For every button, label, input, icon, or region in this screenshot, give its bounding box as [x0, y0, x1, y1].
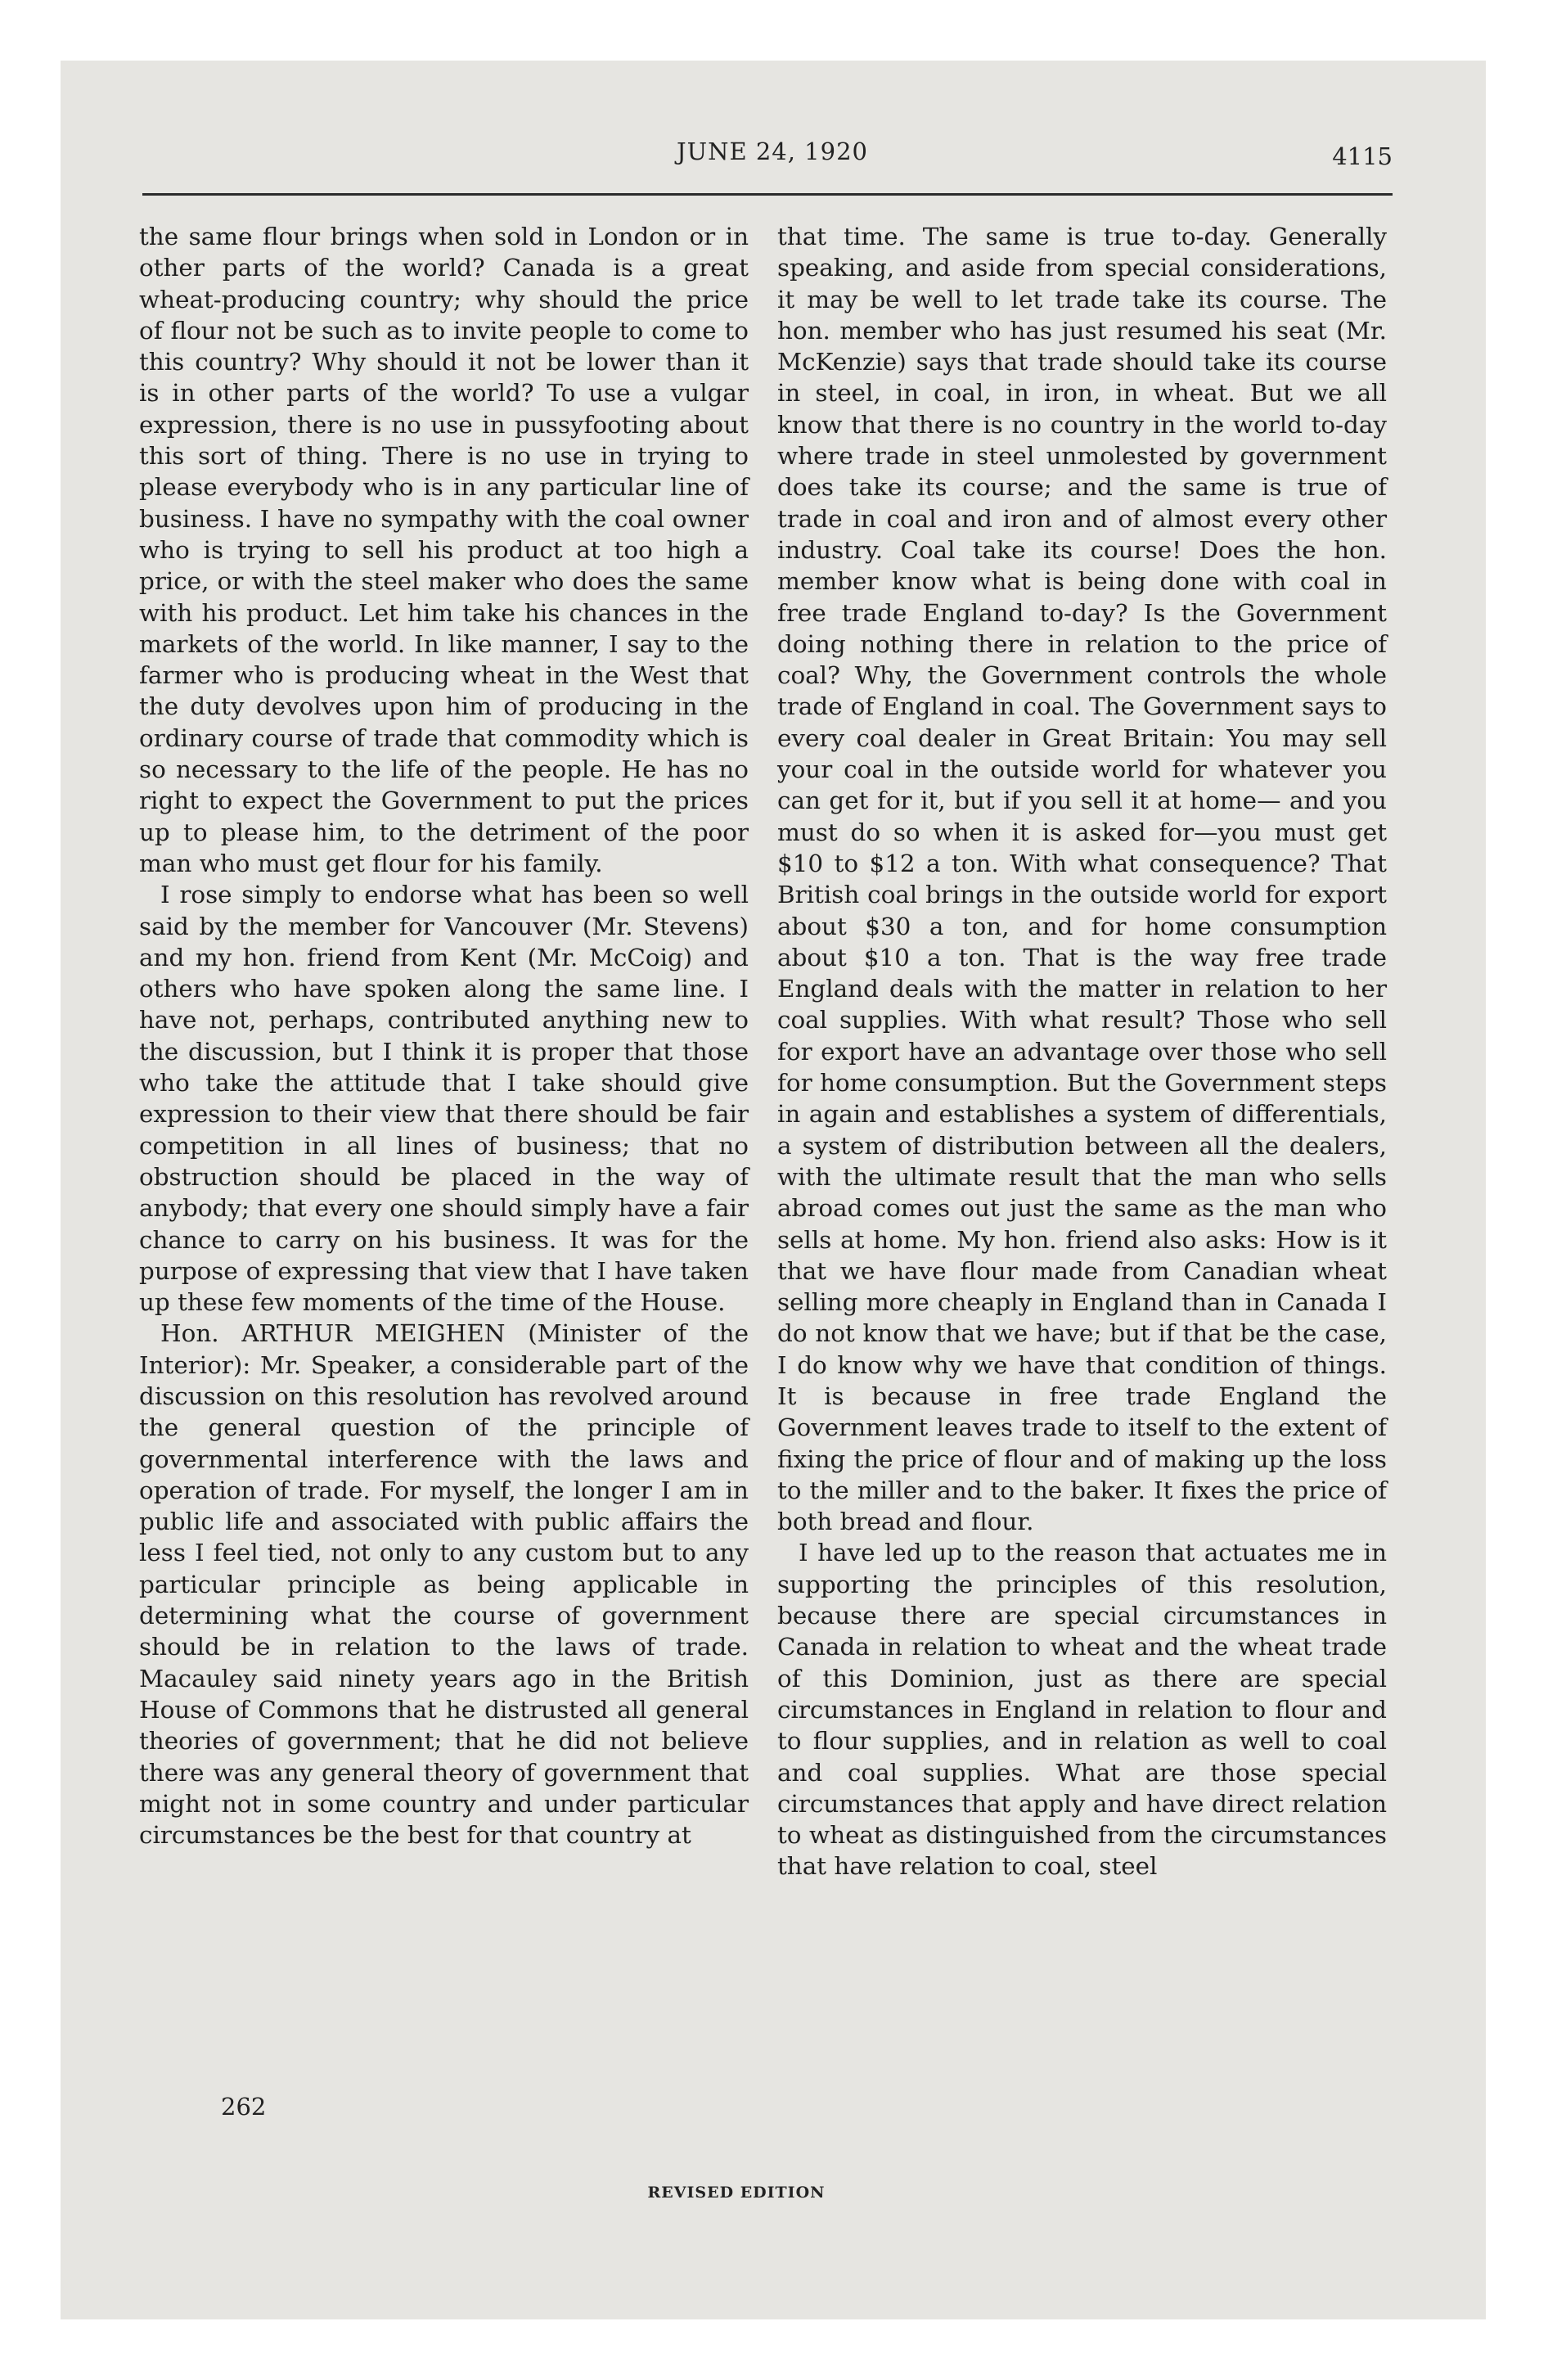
footer-edition: REVISED EDITION	[647, 2184, 826, 2202]
header-date: JUNE 24, 1920	[677, 137, 868, 165]
paragraph-special-circumstances: I have led up to the reason that actuates me in supporting the principles of this resolution, because there are special circumstances in Canada in relation to wheat and the wheat trade of this Dominion, just as there are special circumstances in England in relation to flour and to flour supplies, and in relation as well to coal and coal supplies. What are those special circumstances that apply and have direct relation to wheat as distinguished from the circumstances that have relation to coal, steel	[777, 1539, 1387, 1881]
folio-number: 262	[221, 2093, 267, 2121]
page-header	[142, 137, 1393, 178]
header-page-number: 4115	[1332, 142, 1393, 170]
left-column	[139, 221, 749, 1850]
paragraph-meighen-speech: Hon. ARTHUR MEIGHEN (Minister of the Interior): Mr. Speaker, a considerable part of the discussion on this resolution has revolved around the general question of the principle of governmental interference with the laws and operation of trade. For myself, the longer I am in public life and associated with public affairs the less I feel tied, not only to any custom but to any particular principle as being applicable in determining what the course of government should be in relation to the laws of trade. Macauley said ninety years ago in the British House of Commons that he distrusted all general theories of government; that he did not believe there was any general theory of government that might not in some country and under particular circumstances be the best for that country at	[139, 1319, 749, 1850]
paragraph-endorse: I rose simply to endorse what has been so well said by the member for Vancouver (Mr. Stevens) and my hon. friend from Kent (Mr. McCoig) and others who have spoken along the same line. I have not, perhaps, contributed anything new to the discussion, but I think it is proper that those who take the attitude that I take should give expression to their view that there should be fair competition in all lines of business; that no obstruction should be placed in the way of anybody; that every one should simply have a fair chance to carry on his business. It was for the purpose of expressing that view that I have taken up these few moments of the time of the House.	[139, 881, 749, 1317]
paragraph-coal-trade: that time. The same is true to-day. Generally speaking, and aside from special considerations, it may be well to let trade take its course. The hon. member who has just resumed his seat (Mr. McKenzie) says that trade should take its course in steel, in coal, in iron, in wheat. But we all know that there is no country in the world to-day where trade in steel unmolested by government does take its course; and the same is true of trade in coal and iron and of almost every other industry. Coal take its course! Does the hon. member know what is being done with coal in free trade England to-day? Is the Government doing nothing there in relation to the price of coal? Why, the Government controls the whole trade of England in coal. The Government says to every coal dealer in Great Britain: You may sell your coal in the outside world for whatever you can get for it, but if you sell it at home— and you must do so when it is asked for—you must get $10 to $12 a ton. With what consequence? That British coal brings in the outside world for export about $30 a ton, and for home consumption about $10 a ton. That is the way free trade England deals with the matter in relation to her coal supplies. With what result? Those who sell for export have an advantage over those who sell for home consumption. But the Government steps in again and establishes a system of differentials, a system of distribution between all the dealers, with the ultimate result that the man who sells abroad comes out just the same as the man who sells at home. My hon. friend also asks: How is it that we have flour made from Canadian wheat selling more cheaply in England than in Canada I do not know that we have; but if that be the case, I do know why we have that condition of things. It is because in free trade England the Government leaves trade to itself to the extent of fixing the price of flour and of making up the loss to the miller and to the baker. It fixes the price of both bread and flour.	[777, 223, 1387, 1536]
right-column	[777, 221, 1387, 1882]
paragraph-flour-prices: the same flour brings when sold in London or in other parts of the world? Canada is a great wheat-producing country; why should the price of flour not be such as to invite people to come to this country? Why should it not be lower than it is in other parts of the world? To use a vulgar expression, there is no use in pussyfooting about this sort of thing. There is no use in trying to please everybody who is in any particular line of business. I have no sympathy with the coal owner who is trying to sell his product at too high a price, or with the steel maker who does the same with his product. Let him take his chances in the markets of the world. In like manner, I say to the farmer who is producing wheat in the West that the duty devolves upon him of producing in the ordinary course of trade that commodity which is so necessary to the life of the people. He has no right to expect the Government to put the prices up to please him, to the detriment of the poor man who must get flour for his family.	[139, 223, 749, 877]
header-rule	[142, 193, 1393, 196]
